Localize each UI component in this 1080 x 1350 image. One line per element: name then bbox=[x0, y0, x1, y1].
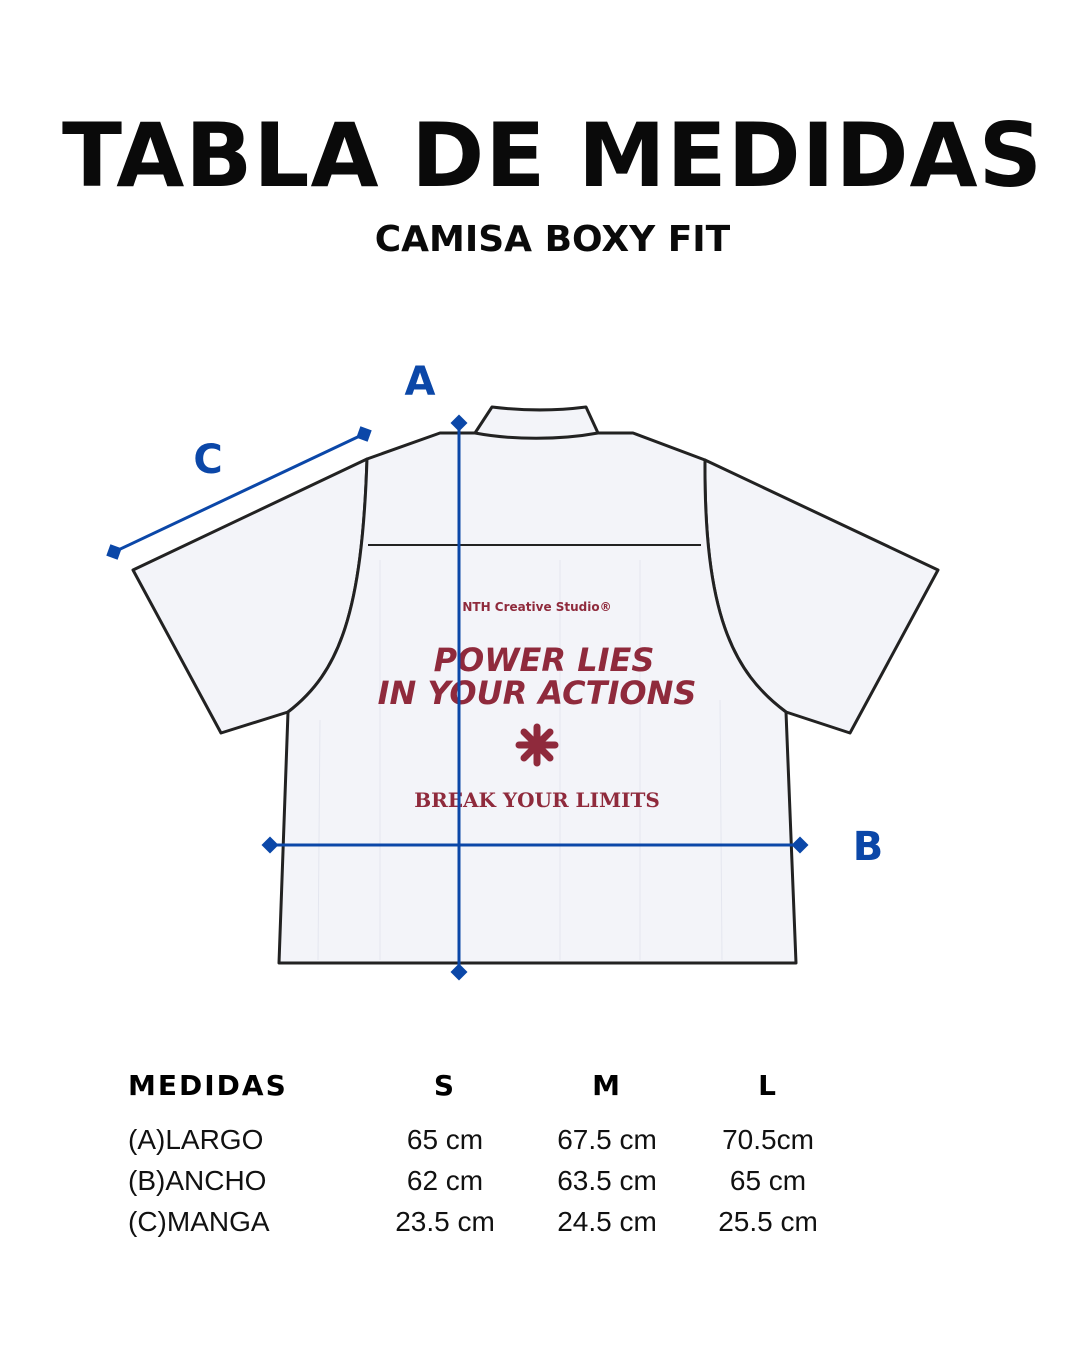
value-l: 65 cm bbox=[729, 1165, 807, 1196]
print-slogan-line2: IN YOUR ACTIONS bbox=[377, 674, 697, 712]
collar bbox=[475, 407, 598, 438]
page-subtitle: CAMISA BOXY FIT bbox=[374, 219, 731, 260]
label-c: C bbox=[193, 437, 223, 483]
value-l: 70.5cm bbox=[722, 1124, 814, 1155]
page-title: TABLA DE MEDIDAS bbox=[62, 104, 1043, 207]
header-measures: MEDIDAS bbox=[128, 1069, 288, 1102]
table-row bbox=[128, 1119, 888, 1160]
table-row bbox=[128, 1201, 888, 1242]
table-row bbox=[128, 1160, 888, 1201]
header-size-m: M bbox=[592, 1069, 622, 1102]
row-label: (A)LARGO bbox=[128, 1124, 264, 1155]
value-l: 25.5 cm bbox=[718, 1206, 818, 1237]
value-s: 62 cm bbox=[406, 1165, 484, 1196]
asterisk-icon bbox=[519, 727, 555, 763]
row-label: (B)ANCHO bbox=[128, 1165, 267, 1196]
value-m: 24.5 cm bbox=[557, 1206, 657, 1237]
header-size-l: L bbox=[758, 1069, 778, 1102]
size-table bbox=[128, 1065, 888, 1242]
label-b: B bbox=[852, 824, 884, 870]
value-m: 67.5 cm bbox=[557, 1124, 657, 1155]
table-header-row bbox=[128, 1065, 888, 1119]
value-m: 63.5 cm bbox=[557, 1165, 657, 1196]
print-brand: NTH Creative Studio® bbox=[462, 600, 612, 614]
label-a: A bbox=[404, 359, 436, 405]
header-size-s: S bbox=[433, 1069, 457, 1102]
value-s: 65 cm bbox=[406, 1124, 484, 1155]
value-s: 23.5 cm bbox=[395, 1206, 495, 1237]
shirt-diagram bbox=[0, 340, 1080, 1020]
print-tagline: BREAK YOUR LIMITS bbox=[414, 788, 660, 812]
row-label: (C)MANGA bbox=[128, 1206, 270, 1237]
print-slogan-line1: POWER LIES bbox=[433, 641, 655, 679]
